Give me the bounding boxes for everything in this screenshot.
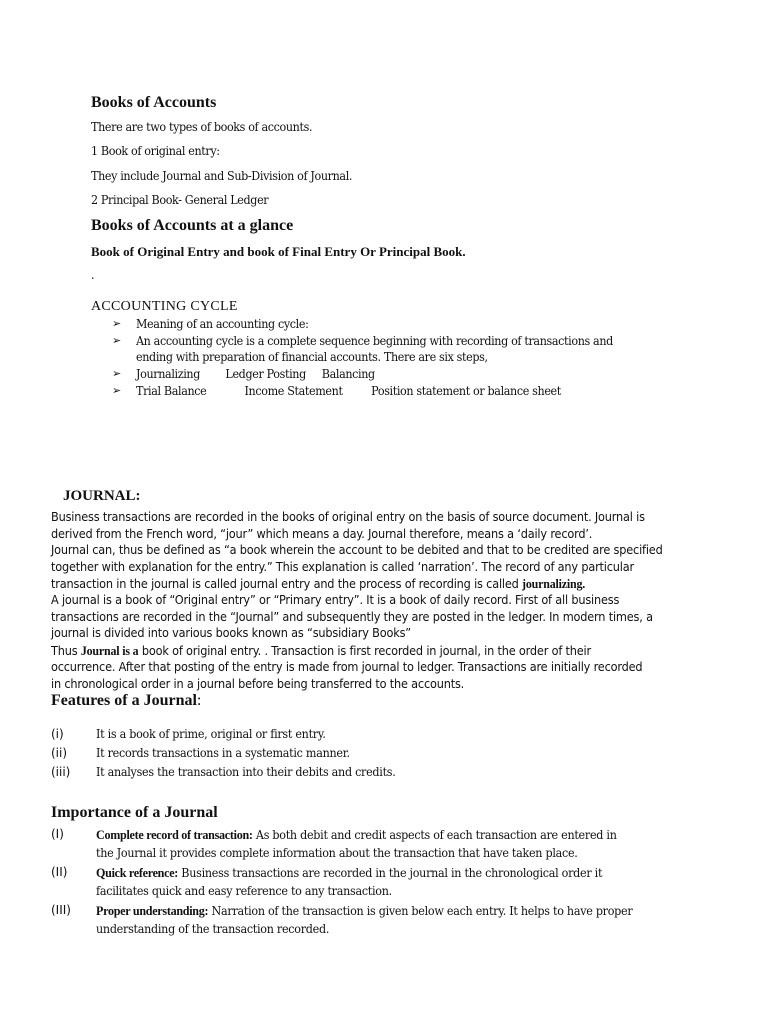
importance-label: (II) bbox=[51, 865, 68, 879]
at-a-glance-subtitle: Book of Original Entry and book of Final Entry Or Principal Book. bbox=[91, 244, 466, 259]
journal-line: transactions are recorded in the “Journal” and subsequently they are posted in the ledger. In modern times, a bbox=[51, 610, 653, 624]
journal-line: together with explanation for the entry.” This explanation is called ‘narration’. The record of any particular bbox=[51, 560, 634, 574]
importance-heading: Importance of a Journal bbox=[51, 804, 218, 821]
feature-text: It analyses the transaction into their debits and credits. bbox=[96, 765, 396, 779]
importance-text: Proper understanding: Narration of the transaction is given below each entry. It helps to have proper bbox=[96, 903, 633, 918]
arrow-bullet-icon: ➢ bbox=[112, 367, 121, 380]
arrow-bullet-icon: ➢ bbox=[112, 317, 121, 330]
journal-is-a-term: Journal is a bbox=[80, 643, 139, 658]
arrow-bullet-icon: ➢ bbox=[112, 384, 121, 397]
journal-heading: JOURNAL: bbox=[63, 488, 141, 504]
journal-line: journal is divided into various books known as “subsidiary Books” bbox=[51, 626, 411, 640]
importance-text-cont: the Journal it provides complete information about the transaction that have taken place. bbox=[96, 846, 578, 860]
books-line-2: 1 Book of original entry: bbox=[91, 144, 220, 158]
arrow-bullet-icon: ➢ bbox=[112, 334, 121, 347]
feature-label: (ii) bbox=[51, 746, 68, 760]
books-of-accounts-heading: Books of Accounts bbox=[91, 94, 217, 111]
feature-label: (iii) bbox=[51, 765, 71, 779]
at-a-glance-heading: Books of Accounts at a glance bbox=[91, 217, 294, 234]
feature-text: It is a book of prime, original or first entry. bbox=[96, 727, 326, 741]
importance-text-cont: understanding of the transaction recorded. bbox=[96, 922, 330, 936]
feature-text: It records transactions in a systematic manner. bbox=[96, 746, 350, 760]
importance-label: (I) bbox=[51, 827, 64, 841]
cycle-bullet-text: Journalizing Ledger Posting Balancing bbox=[136, 367, 375, 381]
cycle-bullet-text: Meaning of an accounting cycle: bbox=[136, 317, 309, 331]
accounting-cycle-heading: ACCOUNTING CYCLE bbox=[91, 299, 238, 314]
stray-dot: . bbox=[91, 268, 95, 282]
journal-line: Business transactions are recorded in the books of original entry on the basis of source document. Journal is bbox=[51, 510, 645, 524]
journal-line: A journal is a book of “Original entry” or “Primary entry”. It is a book of daily record. First of all business bbox=[51, 593, 620, 607]
feature-label: (i) bbox=[51, 727, 64, 741]
cycle-bullet-text: An accounting cycle is a complete sequence beginning with recording of transactions and bbox=[136, 334, 613, 348]
journal-line: occurrence. After that posting of the entry is made from journal to ledger. Transactions are initially recorded bbox=[51, 660, 643, 674]
importance-text: Quick reference: Business transactions are recorded in the journal in the chronological order it bbox=[96, 865, 603, 880]
cycle-bullet-text: Trial Balance Income Statement Position statement or balance sheet bbox=[136, 384, 561, 398]
journal-line: derived from the French word, “jour” which means a day. Journal therefore, means a ‘daily record’. bbox=[51, 527, 593, 541]
books-line-4: 2 Principal Book- General Ledger bbox=[91, 193, 269, 207]
journal-line: Thus Journal is a book of original entry. . Transaction is first recorded in journal, in the order of their bbox=[51, 643, 591, 658]
cycle-bullet-text: ending with preparation of financial accounts. There are six steps, bbox=[136, 350, 488, 364]
books-line-3: They include Journal and Sub-Division of Journal. bbox=[91, 169, 353, 183]
journal-line: in chronological order in a journal before being transferred to the accounts. bbox=[51, 677, 465, 691]
importance-label: (III) bbox=[51, 903, 71, 917]
journal-line: Journal can, thus be defined as “a book wherein the account to be debited and that to be credited are specified bbox=[51, 543, 663, 557]
journal-line: transaction in the journal is called journal entry and the process of recording is called journalizing. bbox=[51, 576, 586, 591]
importance-text-cont: facilitates quick and easy reference to any transaction. bbox=[96, 884, 392, 898]
books-line-1: There are two types of books of accounts. bbox=[91, 120, 313, 134]
journalizing-term: journalizing. bbox=[522, 576, 586, 591]
features-heading: Features of a Journal: bbox=[51, 692, 202, 709]
importance-text: Complete record of transaction: As both debit and credit aspects of each transaction are entered in bbox=[96, 827, 617, 842]
